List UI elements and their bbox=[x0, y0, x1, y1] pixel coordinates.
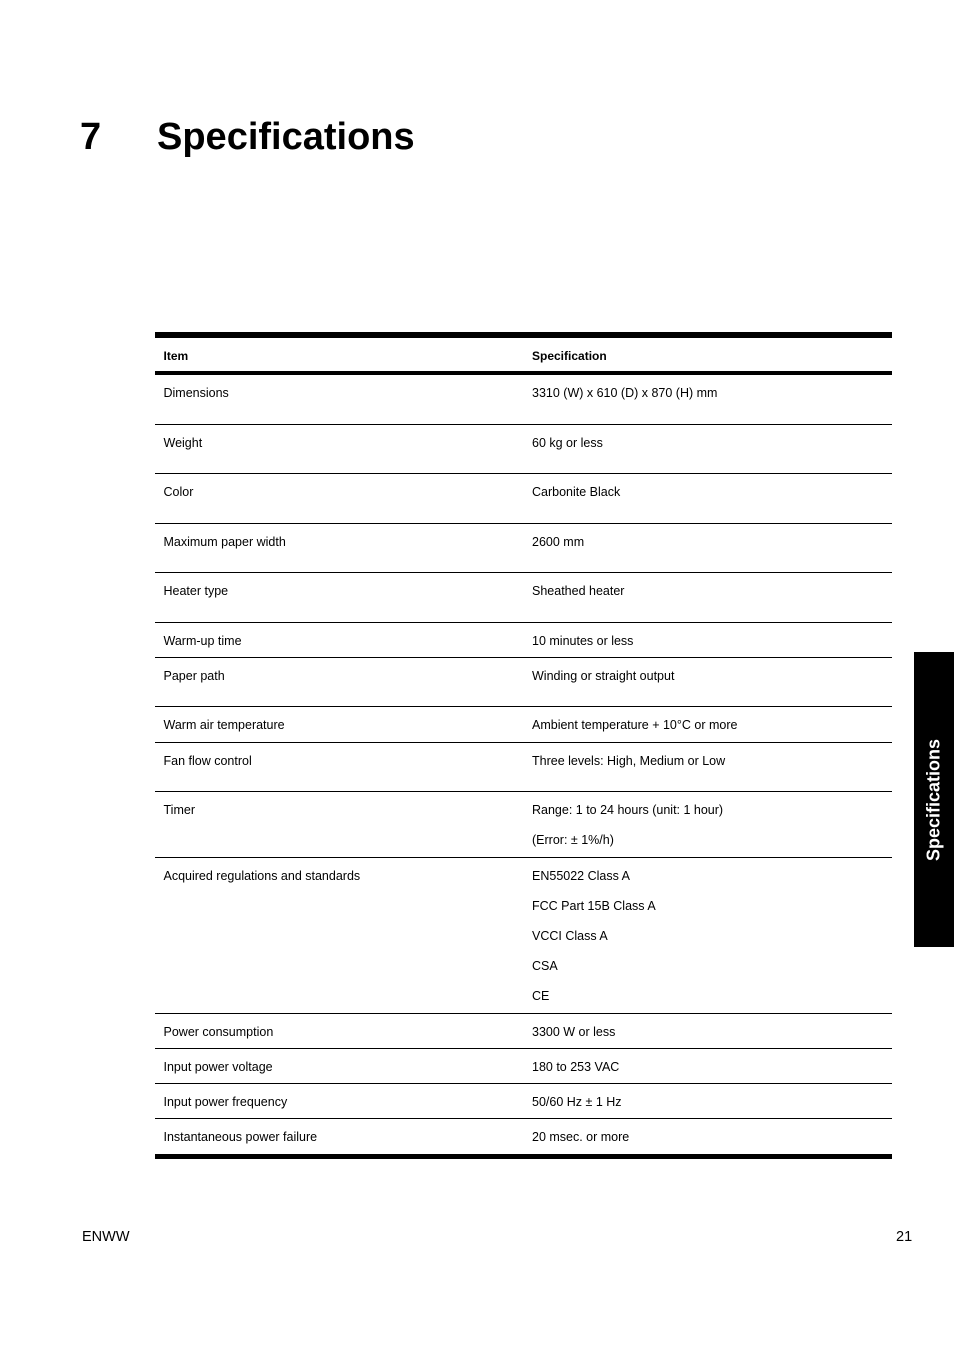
specification-line: Range: 1 to 24 hours (unit: 1 hour) bbox=[532, 803, 724, 817]
item-cell: Color bbox=[163, 485, 194, 499]
specification-line: Sheathed heater bbox=[532, 584, 625, 598]
item-cell: Dimensions bbox=[163, 386, 229, 400]
specification-line: FCC Part 15B Class A bbox=[532, 899, 656, 913]
item-cell: Weight bbox=[163, 436, 203, 450]
footer-left: ENWW bbox=[82, 1229, 130, 1245]
specification-cell bbox=[524, 707, 893, 742]
specification-cell bbox=[524, 658, 893, 706]
specification-line: 3300 W or less bbox=[532, 1025, 616, 1039]
table-row bbox=[155, 573, 892, 623]
specification-line: EN55022 Class A bbox=[532, 869, 630, 883]
specification-cell bbox=[524, 1014, 893, 1048]
specification-cell bbox=[524, 375, 893, 424]
item-cell: Paper path bbox=[163, 669, 225, 683]
table-row bbox=[155, 743, 892, 792]
specification-line: VCCI Class A bbox=[532, 929, 608, 943]
item-cell: Input power frequency bbox=[163, 1095, 288, 1109]
table-row bbox=[155, 858, 892, 1014]
specification-line: 180 to 253 VAC bbox=[532, 1060, 620, 1074]
specification-line: 10 minutes or less bbox=[532, 634, 634, 648]
specification-line: CE bbox=[532, 989, 550, 1003]
page-number: 21 bbox=[896, 1229, 913, 1245]
specification-cell bbox=[524, 623, 893, 657]
table-header-row bbox=[155, 338, 892, 375]
side-tab bbox=[914, 652, 954, 947]
specification-line: 50/60 Hz ± 1 Hz bbox=[532, 1095, 622, 1109]
chapter-title: Specifications bbox=[157, 116, 415, 158]
table-row bbox=[155, 1014, 892, 1049]
specification-line: 60 kg or less bbox=[532, 436, 603, 450]
header-item: Item bbox=[163, 349, 189, 363]
specification-cell bbox=[524, 792, 893, 857]
specification-line: 3310 (W) x 610 (D) x 870 (H) mm bbox=[532, 386, 718, 400]
chapter-number: 7 bbox=[80, 116, 102, 158]
chapter-heading bbox=[80, 112, 415, 162]
item-cell: Warm air temperature bbox=[163, 718, 285, 732]
item-cell: Input power voltage bbox=[163, 1060, 273, 1074]
item-cell: Warm-up time bbox=[163, 634, 242, 648]
item-cell: Instantaneous power failure bbox=[163, 1130, 318, 1144]
specification-line: Ambient temperature + 10°C or more bbox=[532, 718, 738, 732]
item-cell: Heater type bbox=[163, 584, 229, 598]
table-row bbox=[155, 792, 892, 858]
specifications-table bbox=[155, 332, 892, 1159]
specification-cell bbox=[524, 1119, 893, 1154]
table-row bbox=[155, 375, 892, 425]
table-row bbox=[155, 623, 892, 658]
item-cell: Acquired regulations and standards bbox=[163, 869, 361, 883]
side-tab-label: Specifications bbox=[923, 738, 944, 861]
specification-cell bbox=[524, 524, 893, 572]
specification-cell bbox=[524, 474, 893, 523]
specification-cell bbox=[524, 743, 893, 791]
specification-cell bbox=[524, 858, 893, 1013]
table-row bbox=[155, 1049, 892, 1084]
table-row bbox=[155, 707, 892, 743]
item-cell: Power consumption bbox=[163, 1025, 274, 1039]
specification-cell bbox=[524, 425, 893, 473]
table-row bbox=[155, 1119, 892, 1154]
specification-line: CSA bbox=[532, 959, 558, 973]
specification-cell bbox=[524, 573, 893, 622]
table-row bbox=[155, 1084, 892, 1119]
table-body bbox=[155, 375, 892, 1154]
item-cell: Fan flow control bbox=[163, 754, 252, 768]
table-row bbox=[155, 524, 892, 573]
item-cell: Timer bbox=[163, 803, 195, 817]
specification-line: (Error: ± 1%/h) bbox=[532, 833, 614, 847]
specification-cell bbox=[524, 1049, 893, 1083]
specification-line: Carbonite Black bbox=[532, 485, 621, 499]
header-specification: Specification bbox=[532, 349, 607, 363]
table-row bbox=[155, 425, 892, 474]
specification-line: Winding or straight output bbox=[532, 669, 675, 683]
table-row bbox=[155, 658, 892, 707]
specification-line: 20 msec. or more bbox=[532, 1130, 630, 1144]
specification-line: 2600 mm bbox=[532, 535, 585, 549]
specification-cell bbox=[524, 1084, 893, 1118]
specification-line: Three levels: High, Medium or Low bbox=[532, 754, 726, 768]
item-cell: Maximum paper width bbox=[163, 535, 286, 549]
table-row bbox=[155, 474, 892, 524]
